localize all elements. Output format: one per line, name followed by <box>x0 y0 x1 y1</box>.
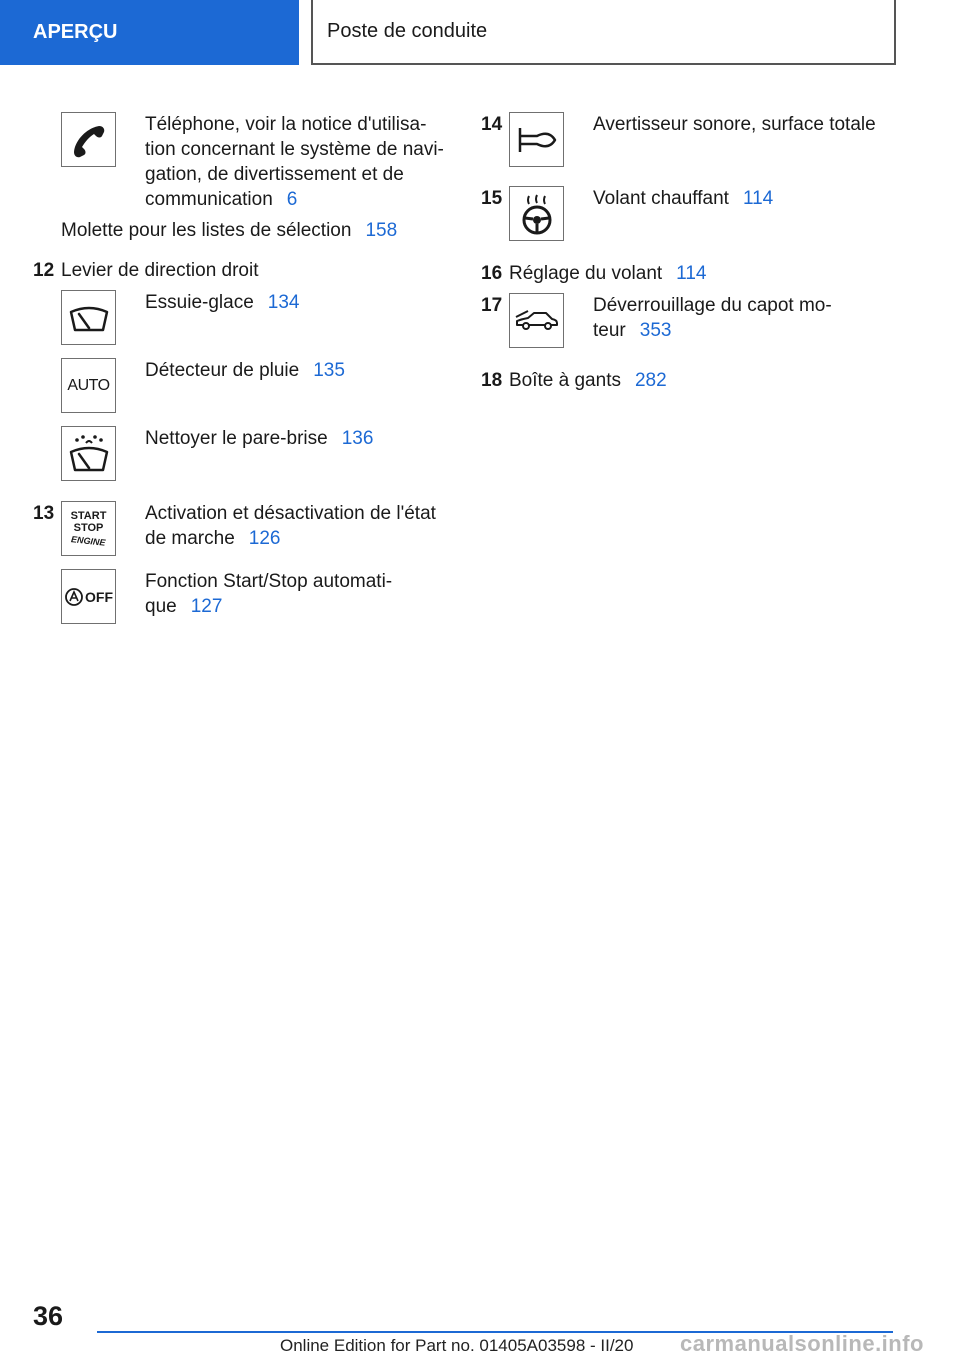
auto-start-stop-icon-box <box>61 569 116 624</box>
rain-sensor-icon-box <box>61 358 116 413</box>
page-title: Poste de conduite <box>311 0 896 65</box>
washer-icon <box>67 432 111 476</box>
item-number: 13 <box>33 503 55 524</box>
item16-description: Réglage du volant 114 <box>509 263 707 284</box>
wiper-icon <box>67 298 111 338</box>
item17-description: Déverrouillage du capot mo- teur 353 <box>593 295 832 341</box>
page-ref-link[interactable]: 114 <box>742 188 774 209</box>
page-ref-link[interactable]: 134 <box>267 292 300 313</box>
item-number: 17 <box>481 295 503 316</box>
phone-icon-box <box>61 112 116 167</box>
item18-description: Boîte à gants 282 <box>509 370 667 391</box>
heated-steering-wheel-icon <box>517 192 557 236</box>
auto-start-stop-icon <box>64 587 84 607</box>
phone-description: Téléphone, voir la notice d'utilisa- tion concernant le système de navi- gation, de divertissement et de communication 6 <box>145 114 444 210</box>
wiper-icon-box <box>61 290 116 345</box>
item14-description: Avertisseur sonore, surface totale <box>593 114 876 135</box>
auto-icon: AUTO <box>67 376 110 394</box>
phone-icon <box>69 120 109 160</box>
start-stop-icon-text: ENGINE <box>70 533 107 548</box>
autostop-description: Fonction Start/Stop automati- que 127 <box>145 571 393 617</box>
heated-wheel-icon-box <box>509 186 564 241</box>
off-icon-label: OFF <box>85 588 113 605</box>
item-number: 18 <box>481 370 503 391</box>
page-ref-link[interactable]: 126 <box>248 528 281 549</box>
rain-description: Détecteur de pluie 135 <box>145 360 345 381</box>
washer-description: Nettoyer le pare-brise 136 <box>145 428 374 449</box>
watermark: carmanualsonline.info <box>680 1331 924 1356</box>
start-stop-icon-box <box>61 501 116 556</box>
start-stop-icon: START <box>70 509 107 522</box>
hood-release-icon <box>514 307 560 335</box>
edition-note: Online Edition for Part no. 01405A03598 - II/20 <box>280 1336 634 1355</box>
page-ref-link[interactable]: 282 <box>634 370 667 391</box>
horn-icon <box>515 124 559 156</box>
page-ref-link[interactable]: 6 <box>286 189 298 210</box>
item15-description: Volant chauffant 114 <box>593 188 774 209</box>
page-ref-link[interactable]: 158 <box>365 220 398 241</box>
section-tab: APERÇU <box>0 0 299 65</box>
page-number: 36 <box>33 1301 64 1331</box>
item-number: 16 <box>481 263 503 284</box>
page-ref-link[interactable]: 135 <box>313 360 345 381</box>
item-number: 15 <box>481 188 503 209</box>
page-ref-link[interactable]: 114 <box>676 263 707 284</box>
washer-icon-box <box>61 426 116 481</box>
wiper-description: Essuie-glace 134 <box>145 292 300 313</box>
start-stop-icon-text: STOP <box>73 521 104 534</box>
item12-description: Levier de direction droit <box>61 260 259 281</box>
item13-description: Activation et désactivation de l'état de marche 126 <box>145 503 436 549</box>
horn-icon-box <box>509 112 564 167</box>
hood-release-icon-box <box>509 293 564 348</box>
item-number: 14 <box>481 114 503 135</box>
item-number: 12 <box>33 260 55 281</box>
page-ref-link[interactable]: 127 <box>190 596 223 617</box>
page-ref-link[interactable]: 136 <box>341 428 374 449</box>
molette-description: Molette pour les listes de sélection 158 <box>61 220 398 241</box>
page-ref-link[interactable]: 353 <box>639 320 672 341</box>
